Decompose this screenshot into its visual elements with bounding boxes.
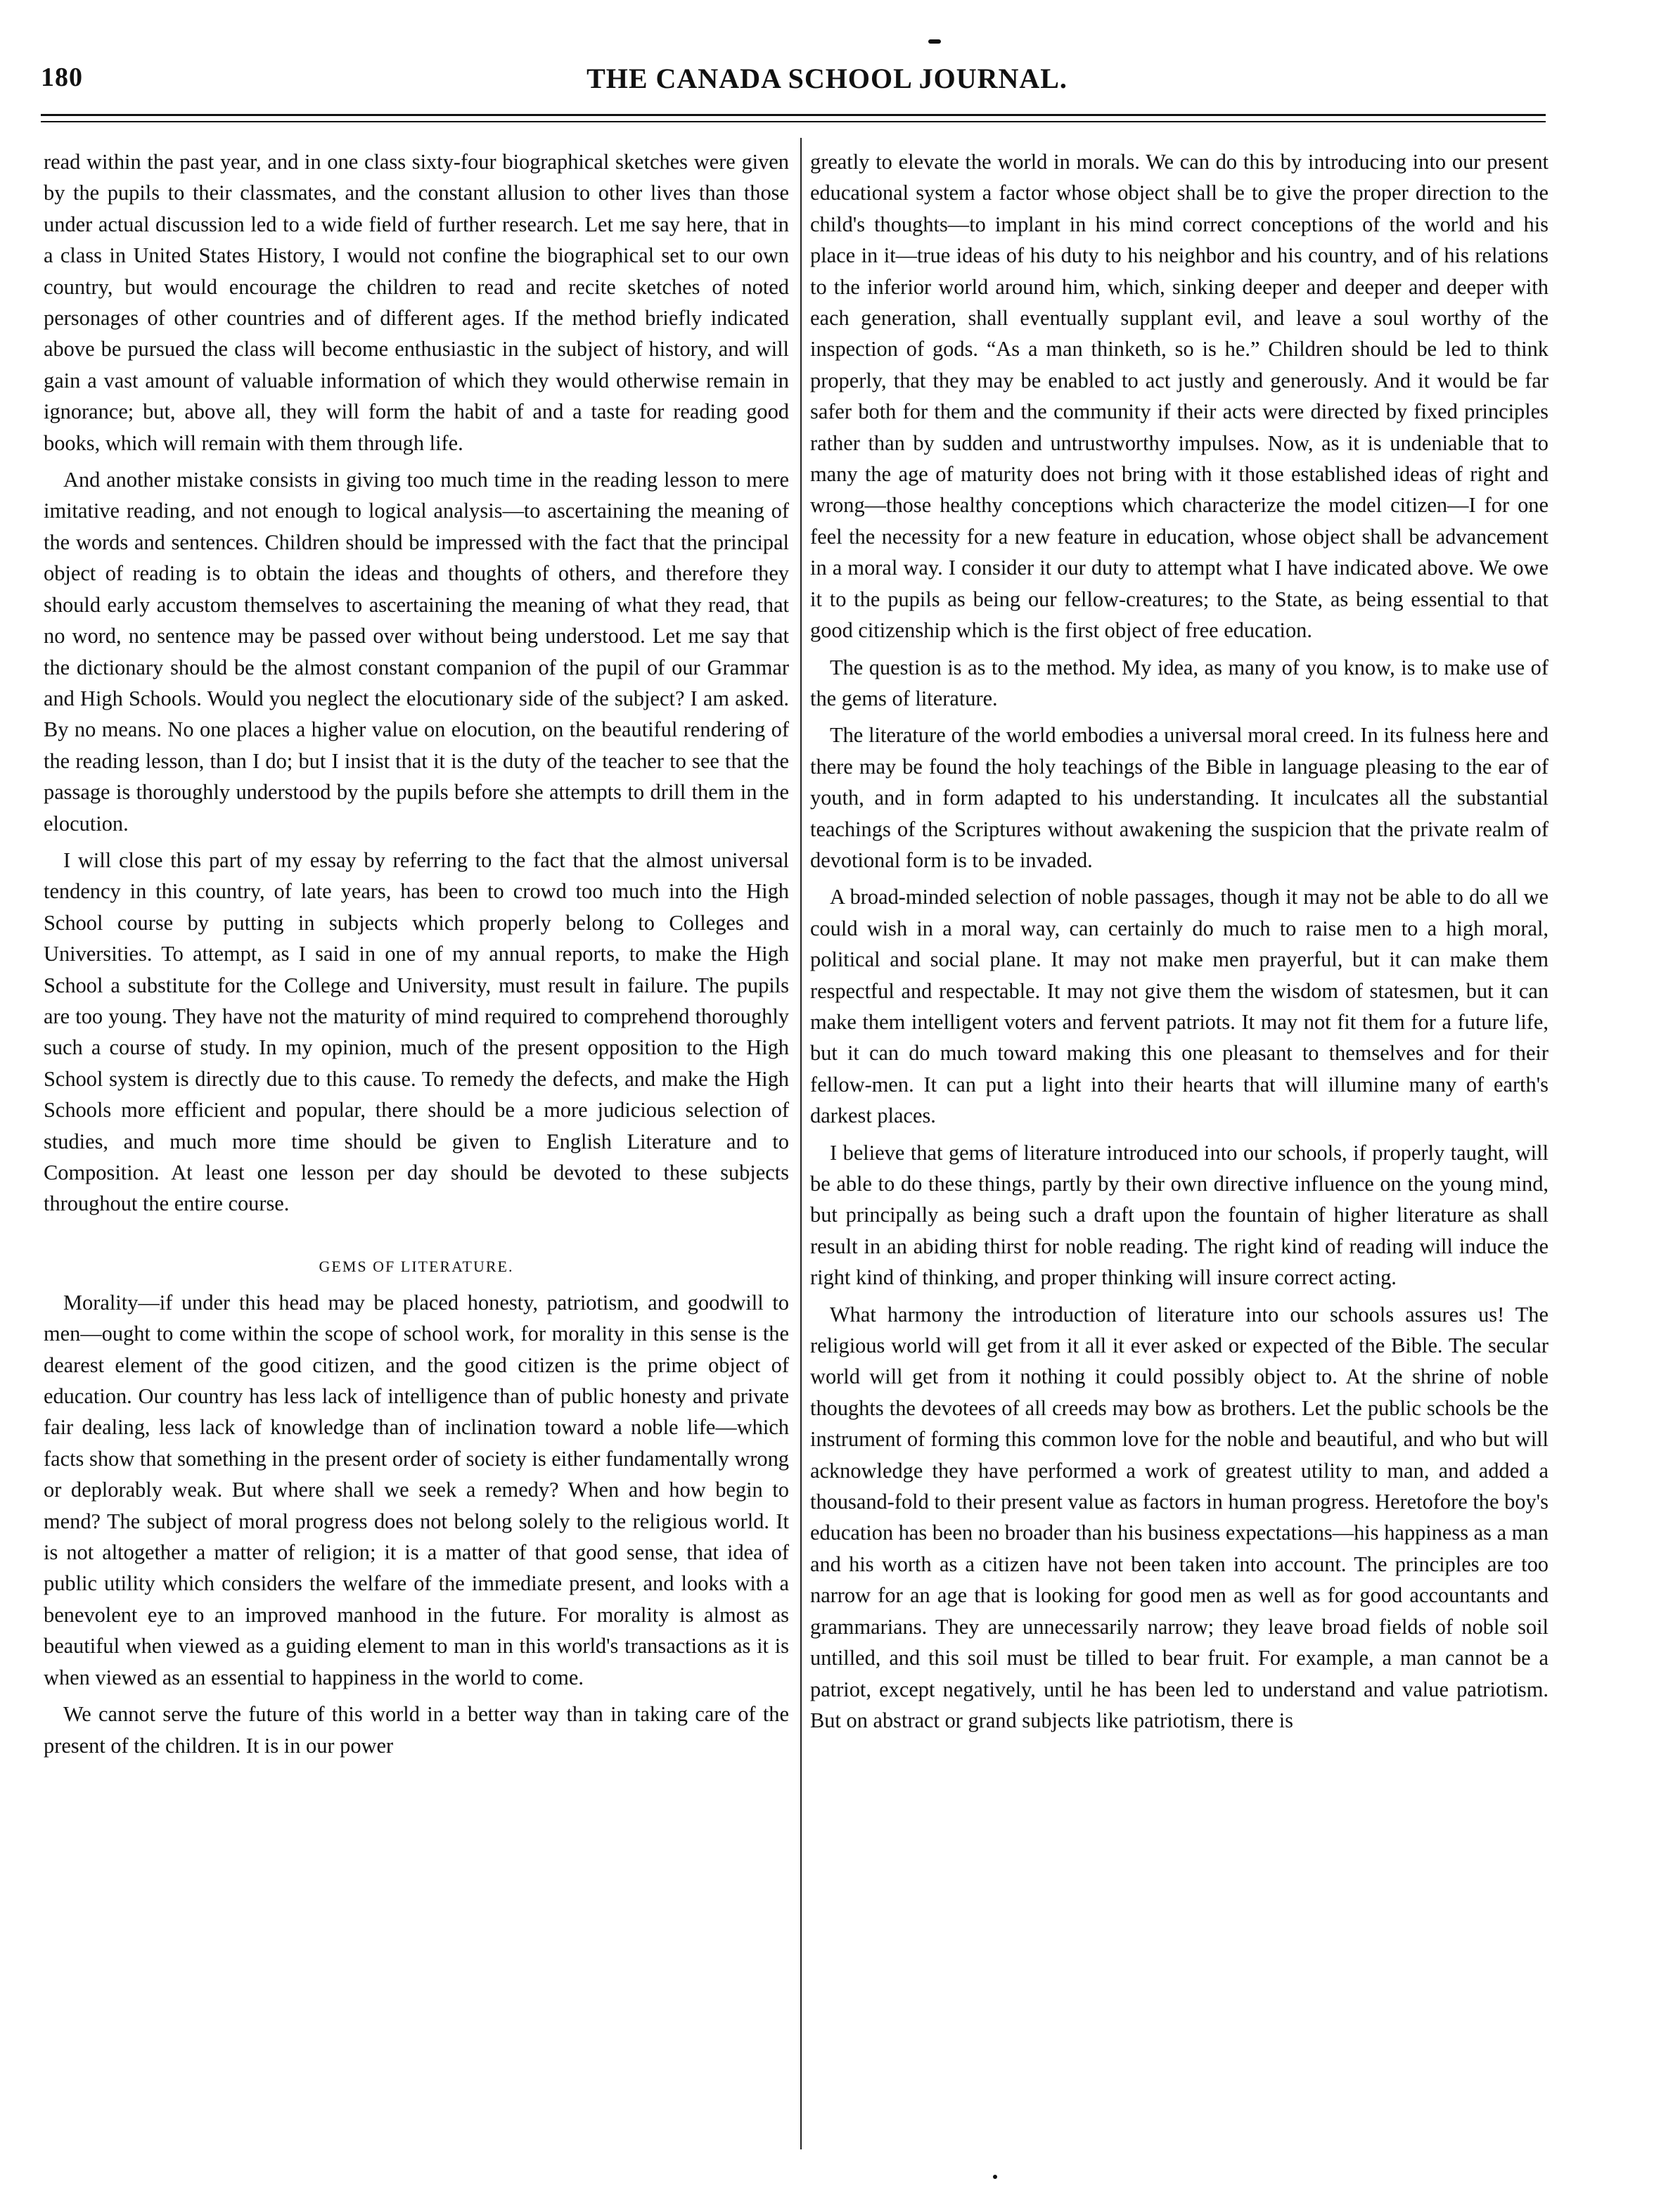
ink-mark <box>993 2175 997 2179</box>
page-number: 180 <box>41 63 83 92</box>
ink-mark <box>928 39 941 44</box>
paragraph: Morality—if under this head may be placed honesty, patriotism, and goodwill to men—ought to come within the scope of school work, for morality in this sense is the dearest element of the good citizen, and the good citizen is the prime object of education. Our country has less lack of intelligence than of public honesty and private fair dealing, less lack of knowledge than of inclination toward a noble life—which facts show that something in the present order of society is either fundamentally wrong or deplorably weak. But where shall we seek a remedy? When and how begin to mend? The subject of moral progress does not belong solely to the religious world. It is not altogether a matter of religion; it is a matter of that good sense, that idea of public utility which considers the welfare of the immediate present, and looks with a benevolent eye to an improved manhood in the future. For morality is almost as beautiful when viewed as a guiding element to man in this world's transactions as it is when viewed as an essential to happiness in the world to come. <box>44 1290 789 1689</box>
paragraph: A broad-minded selection of noble passages, though it may not be able to do all we could wish in a moral way, can certainly do much to raise men to a high moral, political and social plane. It may not make men prayerful, but it can make them respectful and respectable. It may not give them the wisdom of statesmen, but it can make them intelligent voters and fervent patriots. It may not fit them for a future life, but it can do much toward making this one pleasant to themselves and for their fellow-men. It can put a light into their hearts that will illumine many of earth's darkest places. <box>810 885 1549 1128</box>
section-heading: GEMS OF LITERATURE. <box>319 1257 514 1275</box>
paragraph: The question is as to the method. My idea, as many of you know, is to make use of the gems of literature. <box>810 655 1549 710</box>
header-rule-thin <box>41 121 1546 122</box>
left-column <box>44 146 789 1761</box>
column-divider <box>800 138 802 2149</box>
paragraph: What harmony the introduction of literature into our schools assures us! The religious world will get from it all it ever asked or expected of the Bible. The secular world will get from it nothing it could possibly object to. At the shrine of noble thoughts the devotees of all creeds may bow as brothers. Let the public schools be the instrument of forming this common love for the noble and beautiful, and who but will acknowledge they have performed a work of greatest utility to man, and added a thousand-fold to their present value as factors in human progress. Heretofore the boy's education has been no broader than his business expectations—his happiness as a man and his worth as a citizen have not been taken into account. The principles are too narrow for an age that is looking for good men as well as for good accountants and grammarians. They are unnecessarily narrow; they leave broad fields of noble soil untilled, and this soil must be tilled to bear fruit. For example, a man cannot be a patriot, except negatively, until he has been led to understand and value patriotism. But on abstract or grand subjects like patriotism, there is <box>810 1302 1549 1732</box>
paragraph: The literature of the world embodies a universal moral creed. In its fulness here and there may be found the holy teachings of the Bible in language pleasing to the ear of youth, and in form adapted to his understanding. It inculcates all the substantial teachings of the Scriptures without awakening the suspicion that the private realm of devotional form is to be invaded. <box>810 723 1549 872</box>
header-rule-thick <box>41 114 1546 116</box>
right-column <box>810 146 1549 1736</box>
paragraph: read within the past year, and in one class sixty-four biographical sketches were given by the pupils to their classmates, and the constant allusion to other lives than those under actual discussion led to a wide field of further research. Let me say here, that in a class in United States History, I would not confine the biographical set to our own country, but would encourage the children to read and recite sketches of noted personages of other countries and of different ages. If the method briefly indicated above be pursued the class will become enthusiastic in the subject of history, and will gain a vast amount of valuable information of which they would otherwise remain in ignorance; but, above all, they will form the habit of and a taste for reading good books, which will remain with them through life. <box>44 150 789 455</box>
paragraph: We cannot serve the future of this world in a better way than in taking care of the present of the children. It is in our power <box>44 1702 789 1758</box>
paragraph: And another mistake consists in giving too much time in the reading lesson to mere imitative reading, and not enough to logical analysis—to ascertaining the meaning of the words and sentences. Children should be impressed with the fact that the principal object of reading is to obtain the ideas and thoughts of others, and therefore they should early accustom themselves to ascertaining the meaning of what they read, that no word, no sentence may be passed over without being understood. Let me say that the dictionary should be the almost constant companion of the pupil of our Grammar and High Schools. Would you neglect the elocutionary side of the subject? I am asked. By no means. No one places a higher value on elocution, on the beautiful rendering of the reading lesson, than I do; but I insist that it is the duty of the teacher to see that the passage is thoroughly understood by the pupils before she attempts to drill them in the elocution. <box>44 468 789 836</box>
paragraph: I believe that gems of literature introduced into our schools, if properly taught, will be able to do these things, partly by their own directive influence on the young mind, but principally as being such a draft upon the fountain of higher literature as shall result in an abiding thirst for noble reading. The right kind of reading will induce the right kind of thinking, and proper thinking will insure correct acting. <box>810 1140 1549 1290</box>
page-header <box>28 62 1626 104</box>
paragraph: greatly to elevate the world in morals. We can do this by introducing into our present educational system a factor whose object shall be to give the proper direction to the child's thoughts—to implant in his mind correct conceptions of the world and his place in it—true ideas of his duty to his neighbor and his country, and of his relations to the inferior world around him, which, sinking deeper and deeper and deeper with each generation, shall eventually supplant evil, and leave a soul worthy of the inspection of gods. “As a man thinketh, so is he.” Children should be led to think properly, that they may be enabled to act justly and generously. And it would be far safer both for them and the community if their acts were directed by fixed principles rather than by sudden and untrustworthy impulses. Now, as it is undeniable that to many the age of maturity does not bring with it those established ideas of right and wrong—those healthy conceptions which characterize the model citizen—I for one feel the necessity for a new feature in education, whose object shall be advancement in a moral way. I consider it our duty to attempt what I have indicated above. We owe it to the pupils as being our fellow-creatures; to the State, as being essential to that good citizenship which is the first object of free education. <box>810 150 1549 643</box>
running-title: THE CANADA SCHOOL JOURNAL. <box>586 63 1068 94</box>
paragraph: I will close this part of my essay by referring to the fact that the almost universal tendency in this country, of late years, has been to crowd too much into the High School course by putting in subjects which properly belong to Colleges and Universities. To attempt, as I said in one of my annual reports, to make the High School a substitute for the College and University, must result in failure. The pupils are too young. They have not the maturity of mind required to comprehend thoroughly such a course of study. In my opinion, much of the present opposition to the High School system is directly due to this cause. To remedy the defects, and make the High Schools more efficient and popular, there should be a more judicious selection of studies, and much more time should be given to English Literature and to Composition. At least one lesson per day should be devoted to these subjects throughout the entire course. <box>44 848 789 1216</box>
